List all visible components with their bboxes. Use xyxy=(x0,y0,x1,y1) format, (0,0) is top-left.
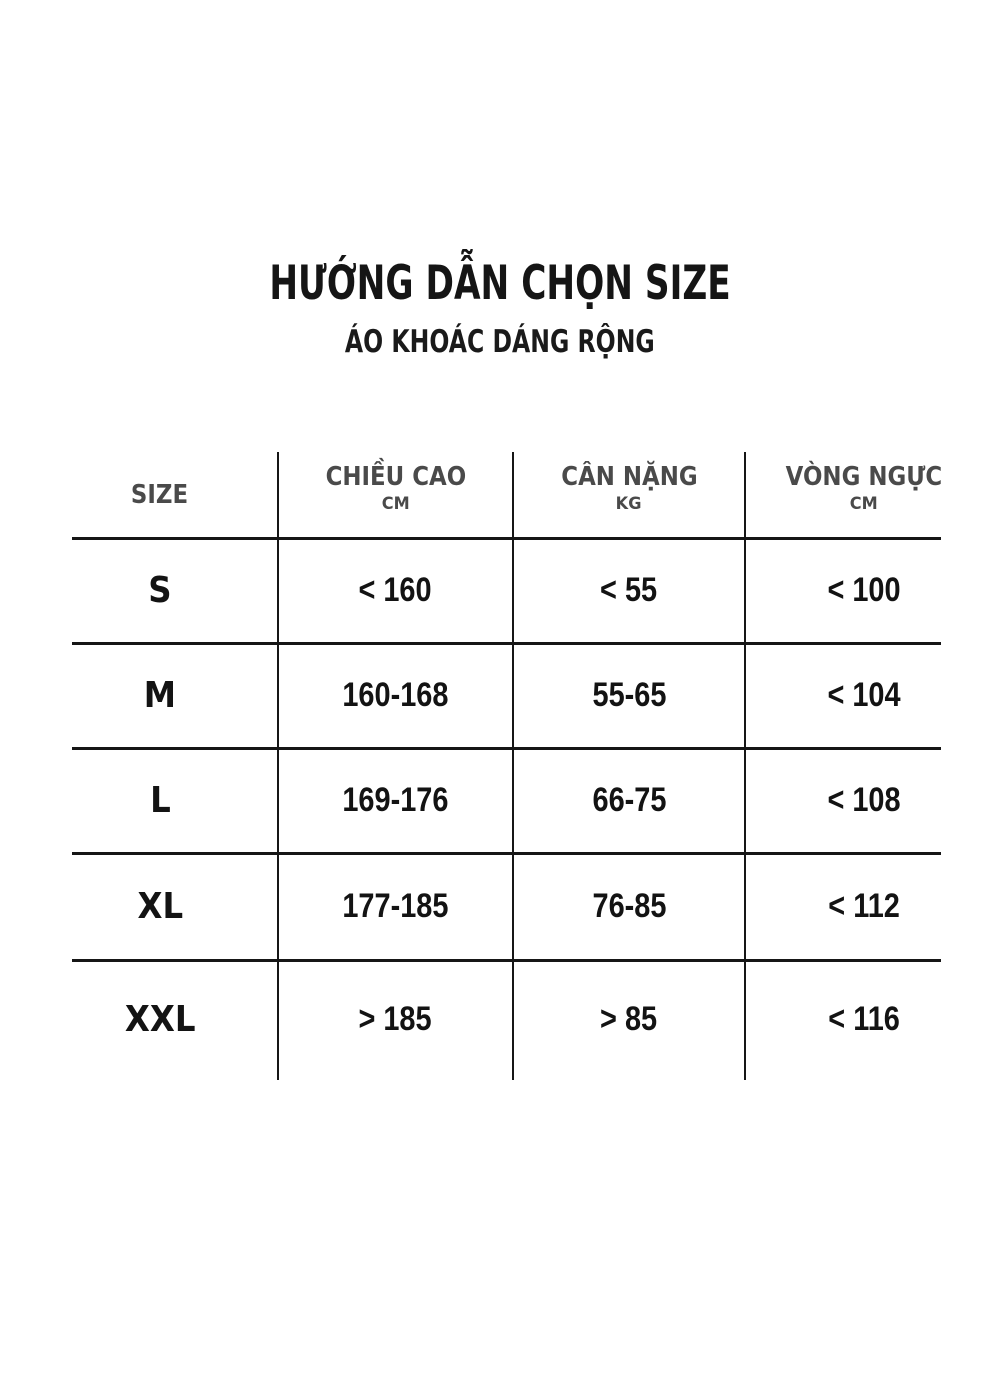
size-table xyxy=(72,452,983,1079)
column-header-chest-label: VÒNG NGỰC xyxy=(785,462,943,492)
size-label: S xyxy=(148,570,172,611)
page-subtitle xyxy=(0,324,1000,360)
table-row-xl-size-cell xyxy=(57,853,263,960)
chest-value: < 116 xyxy=(828,1000,900,1038)
weight-value: 66-75 xyxy=(592,781,666,819)
table-row-s-chest-cell xyxy=(745,538,983,643)
column-header-weight-unit: KG xyxy=(616,494,642,514)
table-row-xl-weight-cell xyxy=(513,853,745,960)
weight-value: > 85 xyxy=(600,1000,658,1038)
table-row-m-size-cell xyxy=(57,643,263,748)
table-row-xl-chest-cell xyxy=(745,853,983,960)
table-row-xxl-weight-cell xyxy=(513,960,745,1079)
column-header-weight-label: CÂN NẶNG xyxy=(560,462,698,492)
table-row-xl-height-cell xyxy=(278,853,513,960)
table-row-s-size-cell xyxy=(57,538,263,643)
table-row-m-chest-cell xyxy=(745,643,983,748)
column-header-height-unit: CM xyxy=(381,494,410,514)
table-row-xxl-chest-cell xyxy=(745,960,983,1079)
column-header-chest-unit: CM xyxy=(850,494,878,514)
chest-value: < 108 xyxy=(827,781,901,819)
height-value: 177-185 xyxy=(342,887,449,925)
weight-value: < 55 xyxy=(600,571,658,609)
chest-value: < 112 xyxy=(828,887,900,925)
table-row-s-weight-cell xyxy=(513,538,745,643)
size-label: XL xyxy=(137,886,183,927)
weight-value: 55-65 xyxy=(592,676,666,714)
page-title-text: HƯỚNG DẪN CHỌN SIZE xyxy=(269,256,731,311)
column-header-size-label: SIZE xyxy=(131,480,189,510)
table-row-l-height-cell xyxy=(278,748,513,853)
weight-value: 76-85 xyxy=(592,887,666,925)
height-value: < 160 xyxy=(358,571,433,609)
height-value: 160-168 xyxy=(342,676,449,714)
height-value: 169-176 xyxy=(342,781,449,819)
chest-value: < 104 xyxy=(827,676,901,714)
table-row-xxl-height-cell xyxy=(278,960,513,1079)
table-row-l-chest-cell xyxy=(745,748,983,853)
size-label: M xyxy=(143,675,177,716)
table-row-xxl-size-cell xyxy=(57,960,263,1079)
column-header-chest xyxy=(745,452,983,538)
page-subtitle-text: ÁO KHOÁC DÁNG RỘNG xyxy=(345,324,655,360)
table-row-l-size-cell xyxy=(57,748,263,853)
size-label: XXL xyxy=(124,999,196,1040)
table-row-m-weight-cell xyxy=(513,643,745,748)
column-header-height-label: CHIỀU CAO xyxy=(325,462,466,492)
chest-value: < 100 xyxy=(827,571,901,609)
page-title xyxy=(0,256,1000,311)
table-row-l-weight-cell xyxy=(513,748,745,853)
table-row-m-height-cell xyxy=(278,643,513,748)
column-header-height xyxy=(278,452,513,538)
size-label: L xyxy=(149,780,171,821)
column-header-size xyxy=(57,452,263,538)
column-header-weight xyxy=(513,452,745,538)
table-row-s-height-cell xyxy=(278,538,513,643)
height-value: > 185 xyxy=(358,1000,433,1038)
